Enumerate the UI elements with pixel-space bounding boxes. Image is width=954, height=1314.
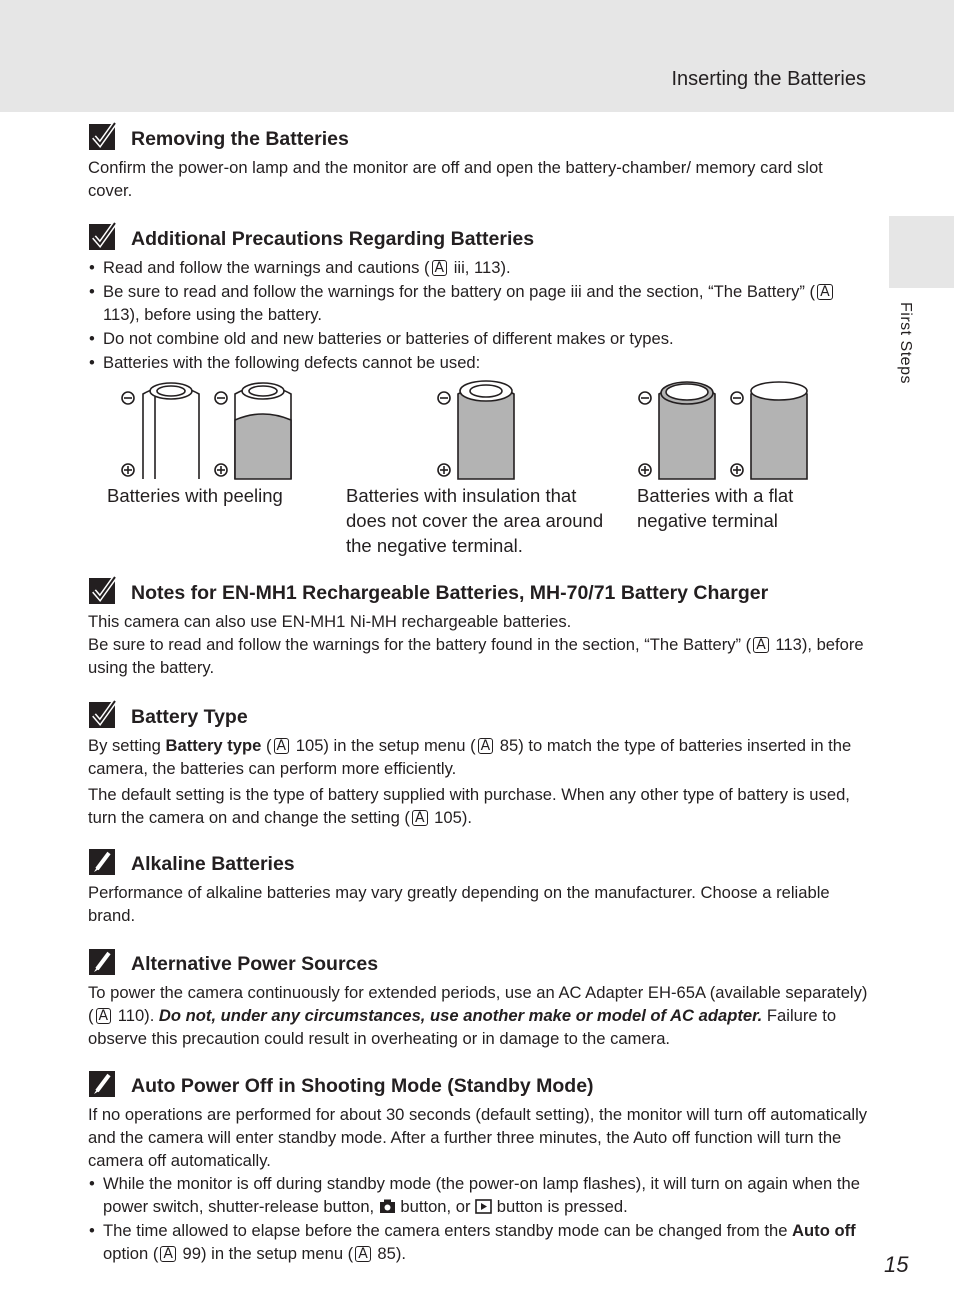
- plus-icon: [122, 464, 134, 476]
- minus-icon: [438, 392, 450, 404]
- note-icon: [88, 947, 118, 977]
- reference-icon: A: [355, 1246, 371, 1262]
- caption-insulation: Batteries with insulation that does not cover the area around the negative terminal.: [346, 485, 604, 556]
- minus-icon: [122, 392, 134, 404]
- plus-icon: [215, 464, 227, 476]
- section-title: Battery Type: [131, 706, 248, 728]
- reference-icon: A: [432, 260, 448, 276]
- section-auto-off: [88, 1069, 868, 1266]
- list-item: • Batteries with the following defects cannot be used:: [88, 351, 868, 374]
- note-icon: [88, 1069, 118, 1099]
- precautions-list: [88, 256, 868, 374]
- header-band: [0, 0, 954, 112]
- section-text: This camera can also use EN-MH1 Ni-MH rechargeable batteries. Be sure to read and follow the warnings for the battery found in the section, “The Battery” ( A 113), before using the battery.: [88, 612, 864, 677]
- section-title: Removing the Batteries: [131, 128, 349, 150]
- running-header: Inserting the Batteries: [671, 68, 866, 90]
- reference-icon: A: [160, 1246, 176, 1262]
- section-text: By setting Battery type ( A 105) in the setup menu ( A 85) to match the type of batteries inserted in the camera, the batteries can perform more efficiently.: [88, 736, 852, 778]
- check-icon: [88, 122, 118, 152]
- reference-icon: A: [753, 637, 769, 653]
- page-number: 15: [884, 1252, 909, 1277]
- minus-icon: [731, 392, 743, 404]
- section-removing: [88, 122, 868, 202]
- reference-icon: A: [274, 738, 290, 754]
- section-text: Performance of alkaline batteries may vary greatly depending on the manufacturer. Choose a reliable brand.: [88, 883, 830, 925]
- section-title: Alternative Power Sources: [131, 953, 379, 975]
- side-tab: [889, 216, 954, 288]
- list-item: • Be sure to read and follow the warnings for the battery on page iii and the section, “The Battery” ( A 113), before using the battery.: [88, 280, 868, 326]
- reference-icon: A: [817, 284, 833, 300]
- list-item: • Do not combine old and new batteries or batteries of different makes or types.: [88, 327, 868, 350]
- reference-icon: A: [412, 810, 428, 826]
- battery-peeling-1: [143, 383, 199, 479]
- side-tab-label: First Steps: [897, 302, 914, 384]
- minus-icon: [639, 392, 651, 404]
- check-icon: [88, 576, 118, 606]
- plus-icon: [731, 464, 743, 476]
- minus-icon: [215, 392, 227, 404]
- section-title: Additional Precautions Regarding Batteries: [131, 228, 535, 250]
- caption-flat: Batteries with a flat negative terminal: [637, 485, 794, 531]
- check-icon: [88, 700, 118, 730]
- reference-icon: A: [96, 1008, 112, 1024]
- section-title: Auto Power Off in Shooting Mode (Standby Mode): [131, 1075, 594, 1097]
- section-text: Confirm the power-on lamp and the monitor are off and open the battery-chamber/ memory card slot cover.: [88, 158, 823, 200]
- section-precautions: [88, 222, 868, 375]
- plus-icon: [438, 464, 450, 476]
- auto-off-list: [88, 1172, 868, 1265]
- section-text: To power the camera continuously for extended periods, use an AC Adapter EH-65A (available separately) ( A 110). Do not, under any circumstances, use another make or model of AC adapter. Failure to observe this precaution could result in overheating or in damage to the camera.: [88, 983, 868, 1048]
- list-item: • While the monitor is off during standby mode (the power-on lamp flashes), it will turn on again when the power switch, shutter-release button, button, or button is pressed.: [88, 1172, 868, 1218]
- plus-icon: [639, 464, 651, 476]
- list-item: • The time allowed to elapse before the camera enters standby mode can be changed from the Auto off option ( A 99) in the setup menu ( A 85).: [88, 1219, 868, 1265]
- list-item: • Read and follow the warnings and cautions ( A iii, 113).: [88, 256, 868, 279]
- section-notes: [88, 576, 868, 679]
- reference-icon: A: [478, 738, 494, 754]
- section-battery-type: [88, 700, 868, 829]
- section-alkaline: [88, 847, 868, 927]
- check-icon: [88, 222, 118, 252]
- battery-flat-1: [659, 382, 715, 479]
- battery-peeling-2: [235, 383, 291, 479]
- section-title: Alkaline Batteries: [131, 853, 295, 875]
- note-icon: [88, 847, 118, 877]
- defective-batteries-illustration: [100, 380, 860, 485]
- camera-icon: [379, 1199, 396, 1214]
- playback-icon: [475, 1199, 492, 1214]
- section-title: Notes for EN-MH1 Rechargeable Batteries, MH-70/71 Battery Charger: [131, 582, 769, 604]
- section-power: [88, 947, 868, 1050]
- section-text: If no operations are performed for about 30 seconds (default setting), the monitor will turn off automatically and the camera will enter standby mode. After a further three minutes, the Auto off function will turn the camera off automatically.: [88, 1105, 868, 1170]
- caption-peeling: Batteries with peeling: [107, 485, 283, 506]
- battery-flat-2: [751, 382, 807, 479]
- battery-insulation: [458, 381, 514, 479]
- section-text: The default setting is the type of battery supplied with purchase. When any other type of battery is used, turn the camera on and change the setting ( A 105).: [88, 785, 850, 827]
